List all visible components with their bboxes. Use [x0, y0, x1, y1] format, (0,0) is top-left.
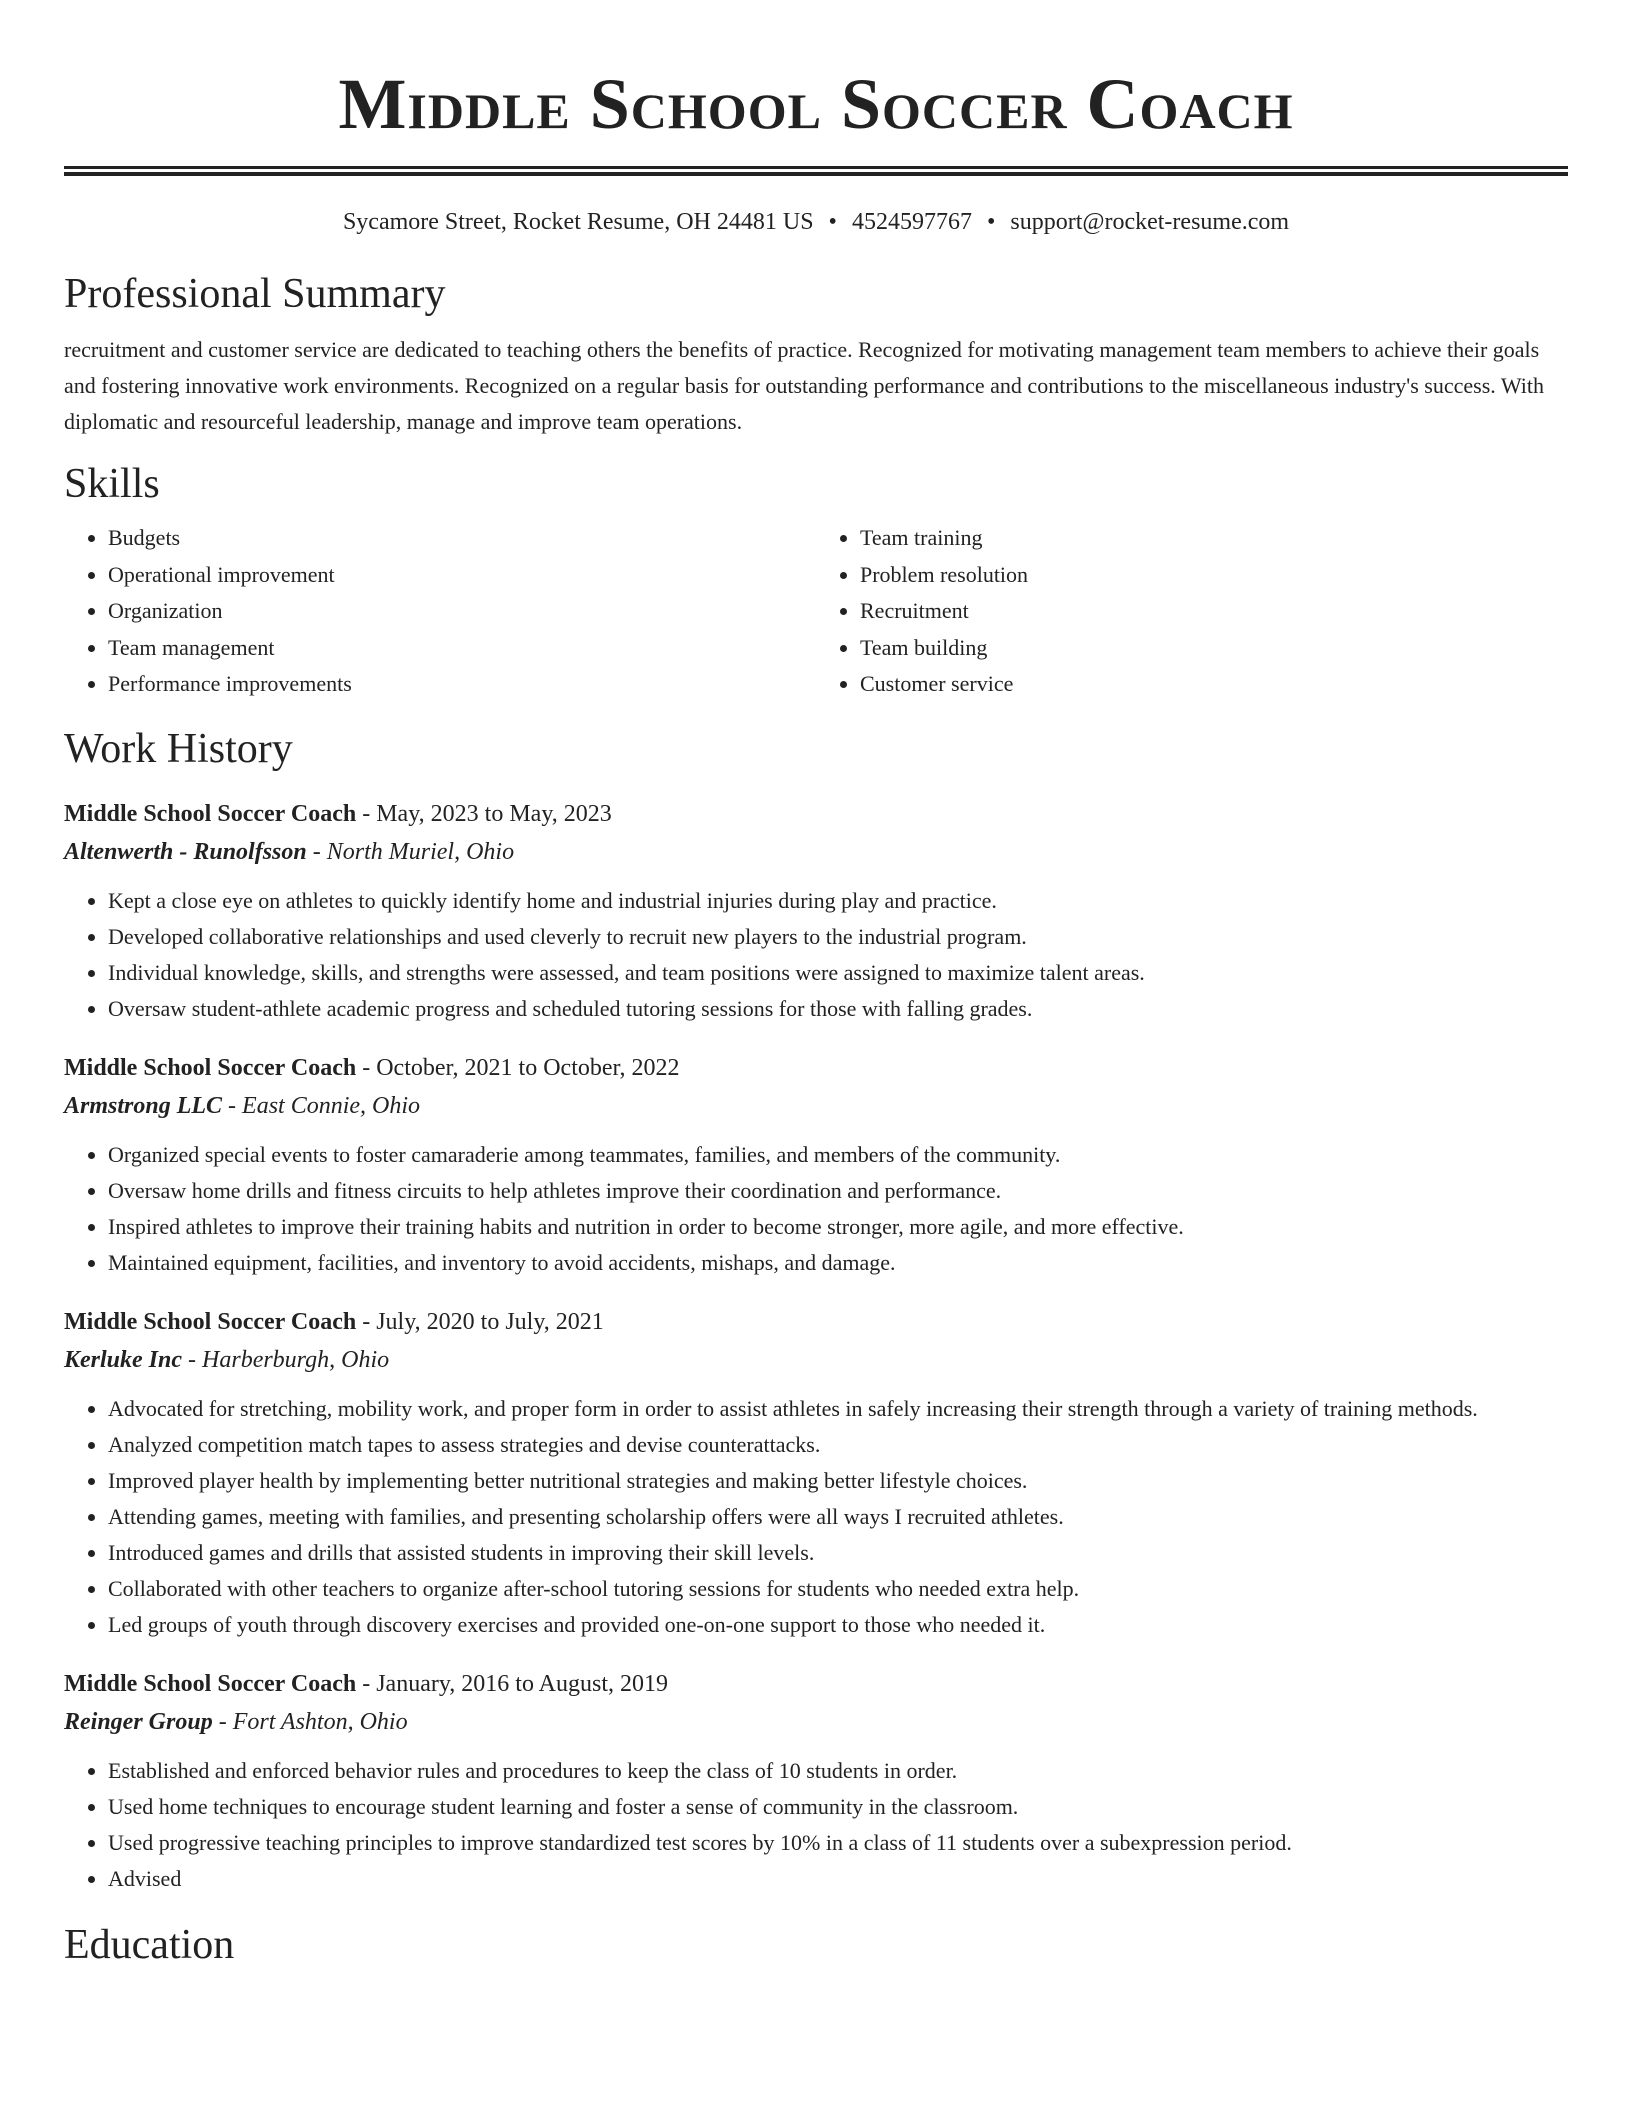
job-separator: -	[356, 800, 377, 827]
job-bullet-list	[64, 1391, 1568, 1643]
job-role: Middle School Soccer Coach	[64, 1054, 357, 1081]
job-separator: -	[356, 1670, 377, 1697]
job-bullet: • Led groups of youth through discovery exercises and provided one-on-one support to those who needed it.	[108, 1607, 1568, 1643]
section-title-work-history: Work History	[64, 725, 293, 772]
job-company: Altenwerth - Runolfsson	[64, 838, 307, 865]
skill-item: • Organization	[108, 593, 816, 630]
job-company-line	[64, 1341, 1568, 1379]
job-separator: -	[212, 1708, 233, 1735]
job-bullet: • Advised	[108, 1861, 1568, 1897]
skill-item: • Problem resolution	[860, 557, 1568, 594]
job-bullet: • Individual knowledge, skills, and strengths were assessed, and team positions were assigned to maximize talent areas.	[108, 955, 1568, 991]
job-role: Middle School Soccer Coach	[64, 1308, 357, 1335]
job-company-line	[64, 833, 1568, 871]
resume-name: Middle School Soccer Coach	[338, 64, 1294, 144]
contact-email: support@rocket-resume.com	[1010, 209, 1290, 235]
job-bullet: • Kept a close eye on athletes to quickly identify home and industrial injuries during play and practice.	[108, 883, 1568, 919]
job-bullet: • Improved player health by implementing better nutritional strategies and making better lifestyle choices.	[108, 1463, 1568, 1499]
job-role: Middle School Soccer Coach	[64, 1670, 357, 1697]
job-title-line	[64, 1049, 1568, 1087]
job-bullet: • Organized special events to foster camaraderie among teammates, families, and members of the community.	[108, 1137, 1568, 1173]
contact-line	[64, 206, 1568, 238]
skill-item: • Budgets	[108, 520, 816, 557]
section-title-summary: Professional Summary	[64, 271, 446, 317]
job-separator: -	[306, 838, 327, 865]
section-title-education: Education	[64, 1921, 235, 1968]
skill-item: • Recruitment	[860, 593, 1568, 630]
skill-item: • Team building	[860, 630, 1568, 667]
skills-list	[64, 520, 1568, 703]
job-company-line	[64, 1087, 1568, 1125]
section-title-skills: Skills	[64, 461, 160, 507]
job-location: Harberburgh, Ohio	[202, 1346, 390, 1373]
job-entry	[64, 1303, 1568, 1643]
job-entry	[64, 1049, 1568, 1281]
job-separator: -	[222, 1092, 243, 1119]
job-separator: -	[356, 1054, 377, 1081]
job-bullet-list	[64, 1137, 1568, 1281]
contact-separator: •	[986, 209, 996, 235]
job-bullet: • Maintained equipment, facilities, and inventory to avoid accidents, mishaps, and damage.	[108, 1245, 1568, 1281]
job-bullet: • Developed collaborative relationships and used cleverly to recruit new players to the industrial program.	[108, 919, 1568, 955]
skill-item: • Customer service	[860, 666, 1568, 703]
resume-page	[64, 0, 1568, 1971]
job-location: Fort Ashton, Ohio	[232, 1708, 408, 1735]
job-company-line	[64, 1703, 1568, 1741]
skill-item: • Team management	[108, 630, 816, 667]
job-dates: January, 2016 to August, 2019	[376, 1670, 668, 1697]
job-separator: -	[182, 1346, 203, 1373]
contact-separator: •	[828, 209, 837, 235]
contact-phone: 4524597767	[851, 209, 972, 235]
job-bullet: • Inspired athletes to improve their training habits and nutrition in order to become stronger, more agile, and more effective.	[108, 1209, 1568, 1245]
job-bullet: • Analyzed competition match tapes to assess strategies and devise counterattacks.	[108, 1427, 1568, 1463]
job-dates: October, 2021 to October, 2022	[376, 1054, 680, 1081]
job-company: Reinger Group	[64, 1708, 213, 1735]
job-dates: July, 2020 to July, 2021	[376, 1308, 604, 1335]
contact-address: Sycamore Street, Rocket Resume, OH 24481 US	[342, 209, 814, 235]
job-title-line	[64, 795, 1568, 833]
skill-item: • Operational improvement	[108, 557, 816, 594]
job-bullet-list	[64, 883, 1568, 1027]
job-separator: -	[356, 1308, 377, 1335]
job-bullet: • Introduced games and drills that assisted students in improving their skill levels.	[108, 1535, 1568, 1571]
skills-column-right	[816, 520, 1568, 703]
skill-item: • Team training	[860, 520, 1568, 557]
job-bullet: • Advocated for stretching, mobility work, and proper form in order to assist athletes in safely increasing their strength through a variety of training methods.	[108, 1391, 1568, 1427]
job-title-line	[64, 1665, 1568, 1703]
job-entry	[64, 1665, 1568, 1897]
job-role: Middle School Soccer Coach	[64, 800, 357, 827]
job-dates: May, 2023 to May, 2023	[376, 800, 612, 827]
job-bullet: • Collaborated with other teachers to organize after-school tutoring sessions for students who needed extra help.	[108, 1571, 1568, 1607]
job-title-line	[64, 1303, 1568, 1341]
skill-item: • Performance improvements	[108, 666, 816, 703]
job-bullet: • Used home techniques to encourage student learning and foster a sense of community in the classroom.	[108, 1789, 1568, 1825]
job-company: Armstrong LLC	[64, 1092, 223, 1119]
job-entry	[64, 795, 1568, 1027]
job-bullet: • Oversaw student-athlete academic progress and scheduled tutoring sessions for those with falling grades.	[108, 991, 1568, 1027]
job-bullet: • Established and enforced behavior rules and procedures to keep the class of 10 students in order.	[108, 1753, 1568, 1789]
job-location: East Connie, Ohio	[242, 1092, 421, 1119]
work-history-list	[64, 795, 1568, 1897]
job-bullet: • Oversaw home drills and fitness circuits to help athletes improve their coordination and performance.	[108, 1173, 1568, 1209]
job-company: Kerluke Inc	[64, 1346, 183, 1373]
job-bullet-list	[64, 1753, 1568, 1897]
job-bullet: • Attending games, meeting with families, and presenting scholarship offers were all ways I recruited athletes.	[108, 1499, 1568, 1535]
skills-column-left	[64, 520, 816, 703]
summary-text: recruitment and customer service are dedicated to teaching others the benefits of practice. Recognized for motivating management team members to achieve their goals and fostering innovative work environments. Recognized on a regular basis for outstanding performance and contributions to the miscellaneous industry's success. With diplomatic and resourceful leadership, manage and improve team operations.	[64, 337, 1544, 434]
job-bullet: • Used progressive teaching principles to improve standardized test scores by 10% in a class of 11 students over a subexpression period.	[108, 1825, 1568, 1861]
job-location: North Muriel, Ohio	[326, 838, 515, 865]
header-divider	[64, 166, 1568, 176]
